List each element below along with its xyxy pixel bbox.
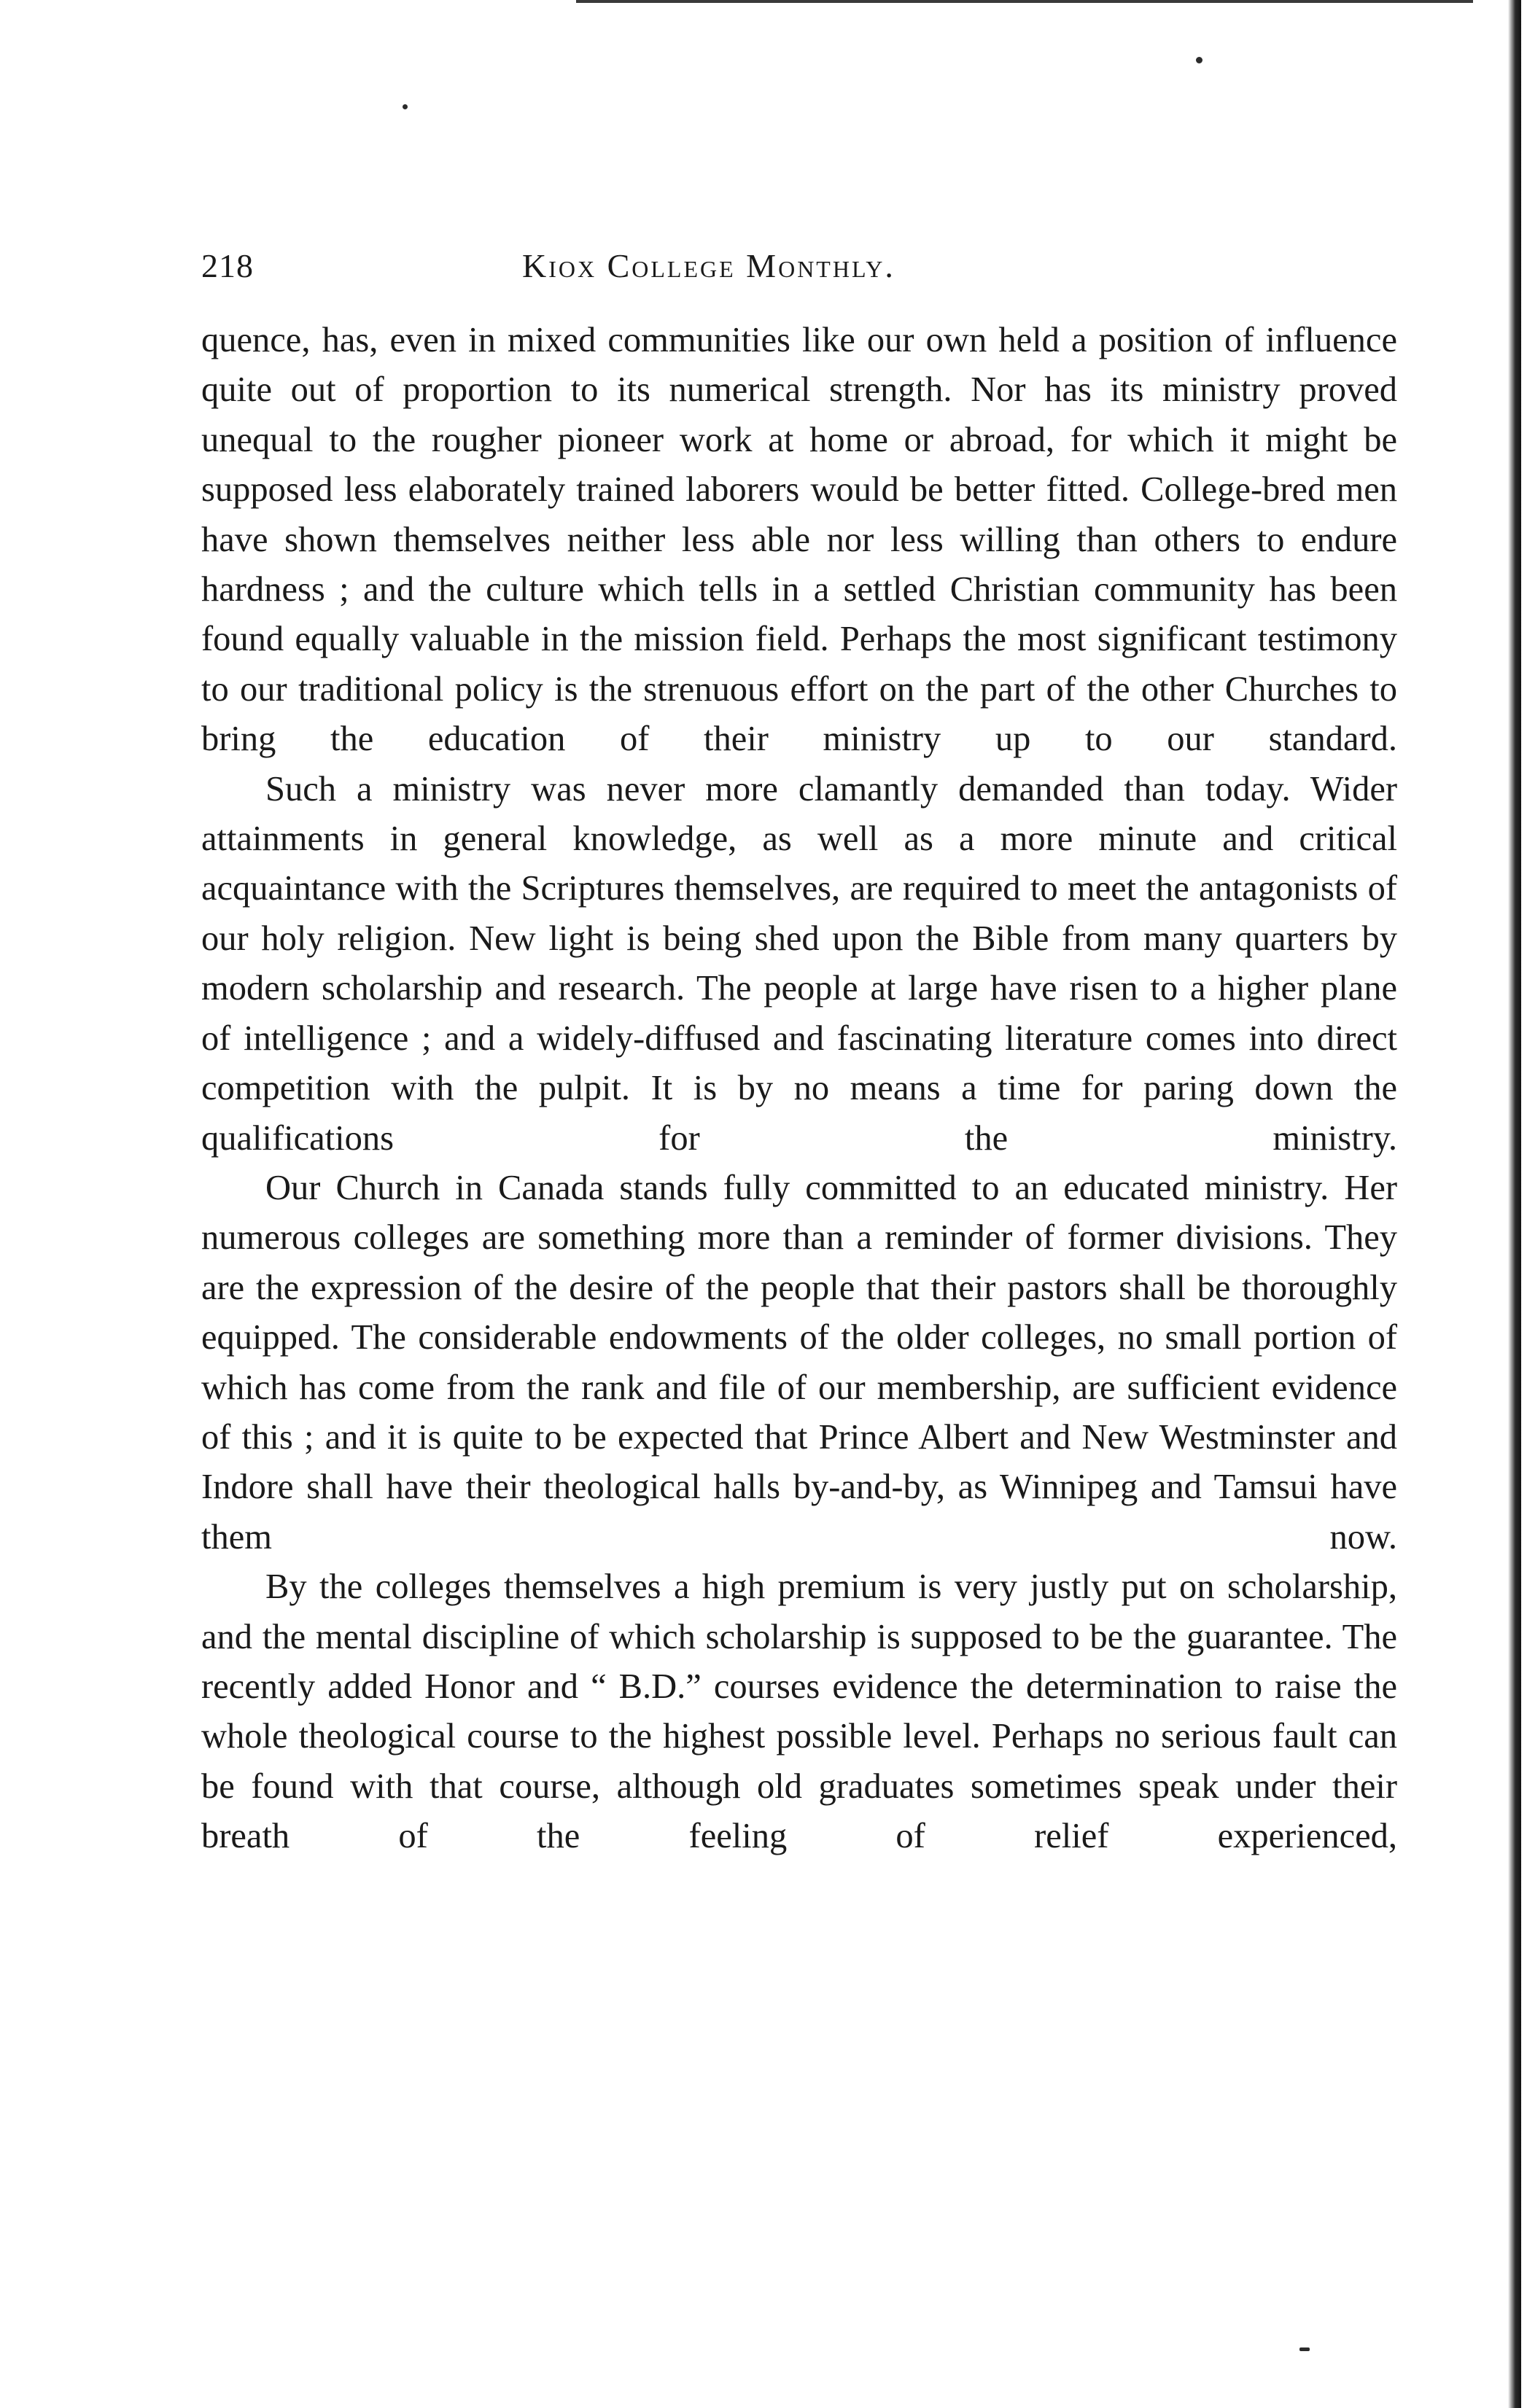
scan-top-rule [576,0,1473,3]
running-head [201,241,1397,292]
scan-speck [1299,2347,1310,2351]
journal-title: Kiox College Monthly. [522,247,895,284]
paragraph: Such a ministry was never more clamantly demanded than today. Wider attainments in general knowledge, as well as a more minute and critical acquaintance with the Scriptures themselves, are required to meet the antagonists of our holy religion. New light is being shed upon the Bible from many quarters by modern scholarship and research. The people at large have risen to a higher plane of intelligence ; and a widely-diffused and fascinating literature comes into direct competition with the pulpit. It is by no means a time for paring down the qualifications for the ministry. [201,769,1397,1158]
paragraph: Our Church in Canada stands fully committed to an educated ministry. Her numerous colleges are something more than a reminder of former divisions. They are the expression of the desire of the people that their pastors shall be thoroughly equipped. The considerable endowments of the older colleges, no small portion of which has come from the rank and file of our membership, are sufficient evidence of this ; and it is quite to be expected that Prince Albert and New Westminster and Indore shall have their theological halls by-and-by, as Winnipeg and Tamsui have them now. [201,1168,1397,1556]
body-text [201,316,1397,1862]
scan-right-edge [1508,0,1521,2408]
paragraph: By the colleges themselves a high premium is very justly put on scholarship, and the mental discipline of which scholarship is supposed to be the guarantee. The recently added Honor and “ B.D.” courses evidence the determination to raise the whole theological course to the highest possible level. Perhaps no serious fault can be found with that course, although old graduates sometimes speak under their breath of the feeling of relief experienced, [201,1567,1397,1856]
page-number: 218 [201,247,254,284]
scan-speck [403,104,408,109]
paragraph: quence, has, even in mixed communities like our own held a position of influence quite out of proportion to its numerical strength. Nor has its ministry proved unequal to the rougher pioneer work at home or abroad, for which it might be supposed less elaborately trained laborers would be better fitted. College-bred men have shown themselves neither less able nor less willing than others to endure hardness ; and the culture which tells in a settled Christian community has been found equally valuable in the mission field. Perhaps the most significant testimony to our traditional policy is the strenuous effort on the part of the other Churches to bring the education of their ministry up to our standard. [201,321,1397,759]
scan-speck [1196,57,1202,63]
